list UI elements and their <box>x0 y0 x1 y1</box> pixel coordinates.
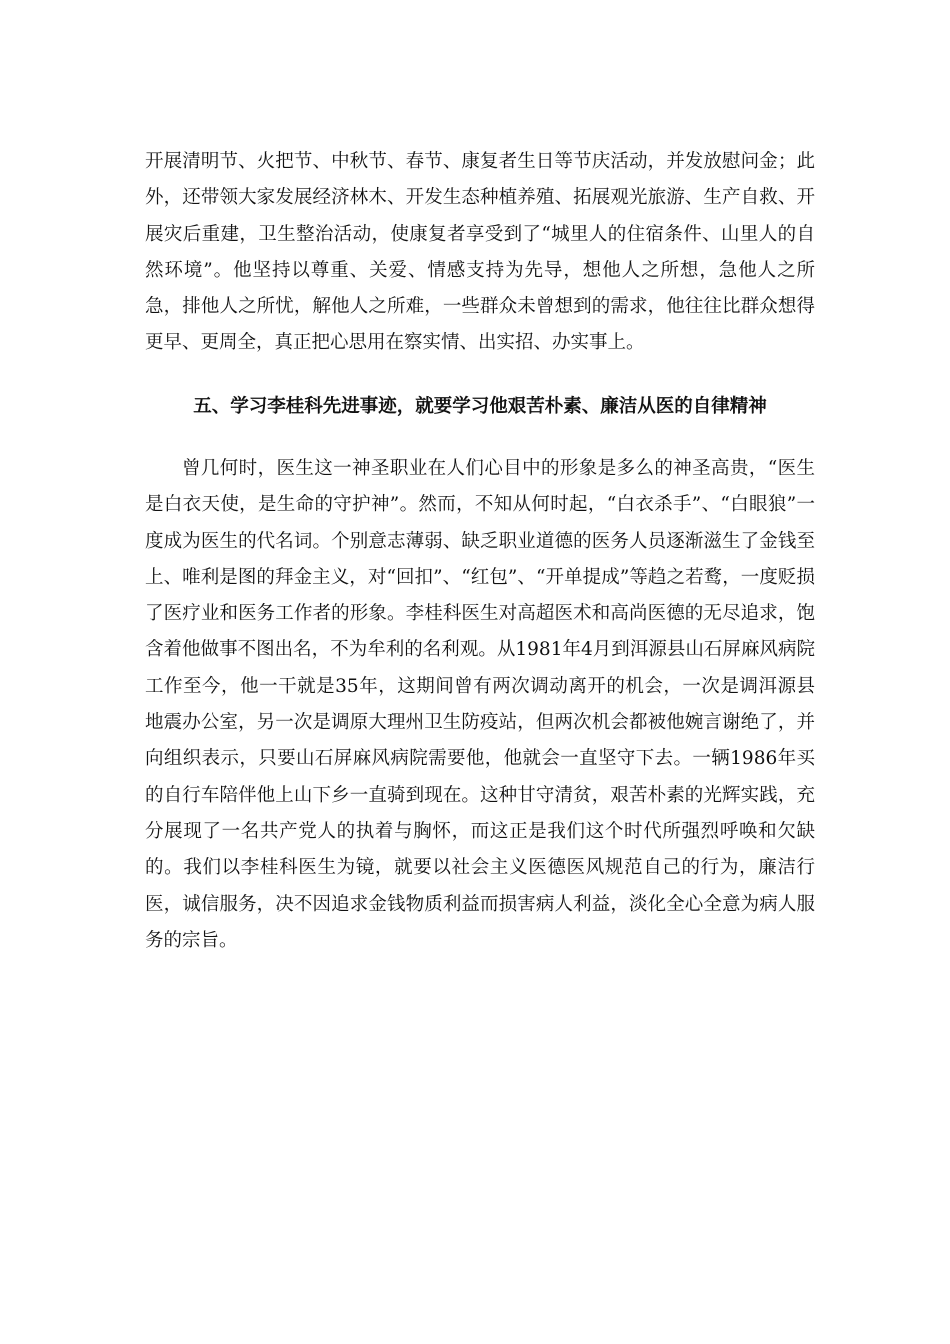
section-heading: 五、学习李桂科先进事迹，就要学习他艰苦朴素、廉洁从医的自律精神 <box>193 396 767 417</box>
section-paragraph: 曾几何时，医生这一神圣职业在人们心目中的形象是多么的神圣高贵，“医生是白衣天使，是生命的守护神”。然而，不知从何时起，“白衣杀手”、“白眼狼”一度成为医生的代名词。个别意志薄弱、缺乏职业道德的医务人员逐渐滋生了金钱至上、唯利是图的拜金主义，对“回扣”、“红包”、“开单提成”等趋之若鹜，一度贬损了医疗业和医务工作者的形象。李桂科医生对高超医术和高尚医德的无尽追求，饱含着他做事不图出名，不为牟利的名利观。从1981年4月到洱源县山石屏麻风病院工作至今，他一干就是35年，这期间曾有两次调动离开的机会，一次是调洱源县地震办公室，另一次是调原大理州卫生防疫站，但两次机会都被他婉言谢绝了，并向组织表示，只要山石屏麻风病院需要他，他就会一直坚守下去。一辆1986年买的自行车陪伴他上山下乡一直骑到现在。这种甘守清贫，艰苦朴素的光辉实践，充分展现了一名共产党人的执着与胸怀，而这正是我们这个时代所强烈呼唤和欠缺的。我们以李桂科医生为镜，就要以社会主义医德医风规范自己的行为，廉洁行医，诚信服务，决不因追求金钱物质利益而损害病人利益，淡化全心全意为病人服务的宗旨。 <box>145 458 815 951</box>
paragraph-continued: 开展清明节、火把节、中秋节、春节、康复者生日等节庆活动，并发放慰问金；此外，还带领大家发展经济林木、开发生态种植养殖、拓展观光旅游、生产自救、开展灾后重建，卫生整治活动，使康复者享受到了“城里人的住宿条件、山里人的自然环境”。他坚持以尊重、关爱、情感支持为先导，想他人之所想，急他人之所急，排他人之所忧，解他人之所难，一些群众未曾想到的需求，他往往比群众想得更早、更周全，真正把心思用在察实情、出实招、办实事上。 <box>145 151 815 354</box>
